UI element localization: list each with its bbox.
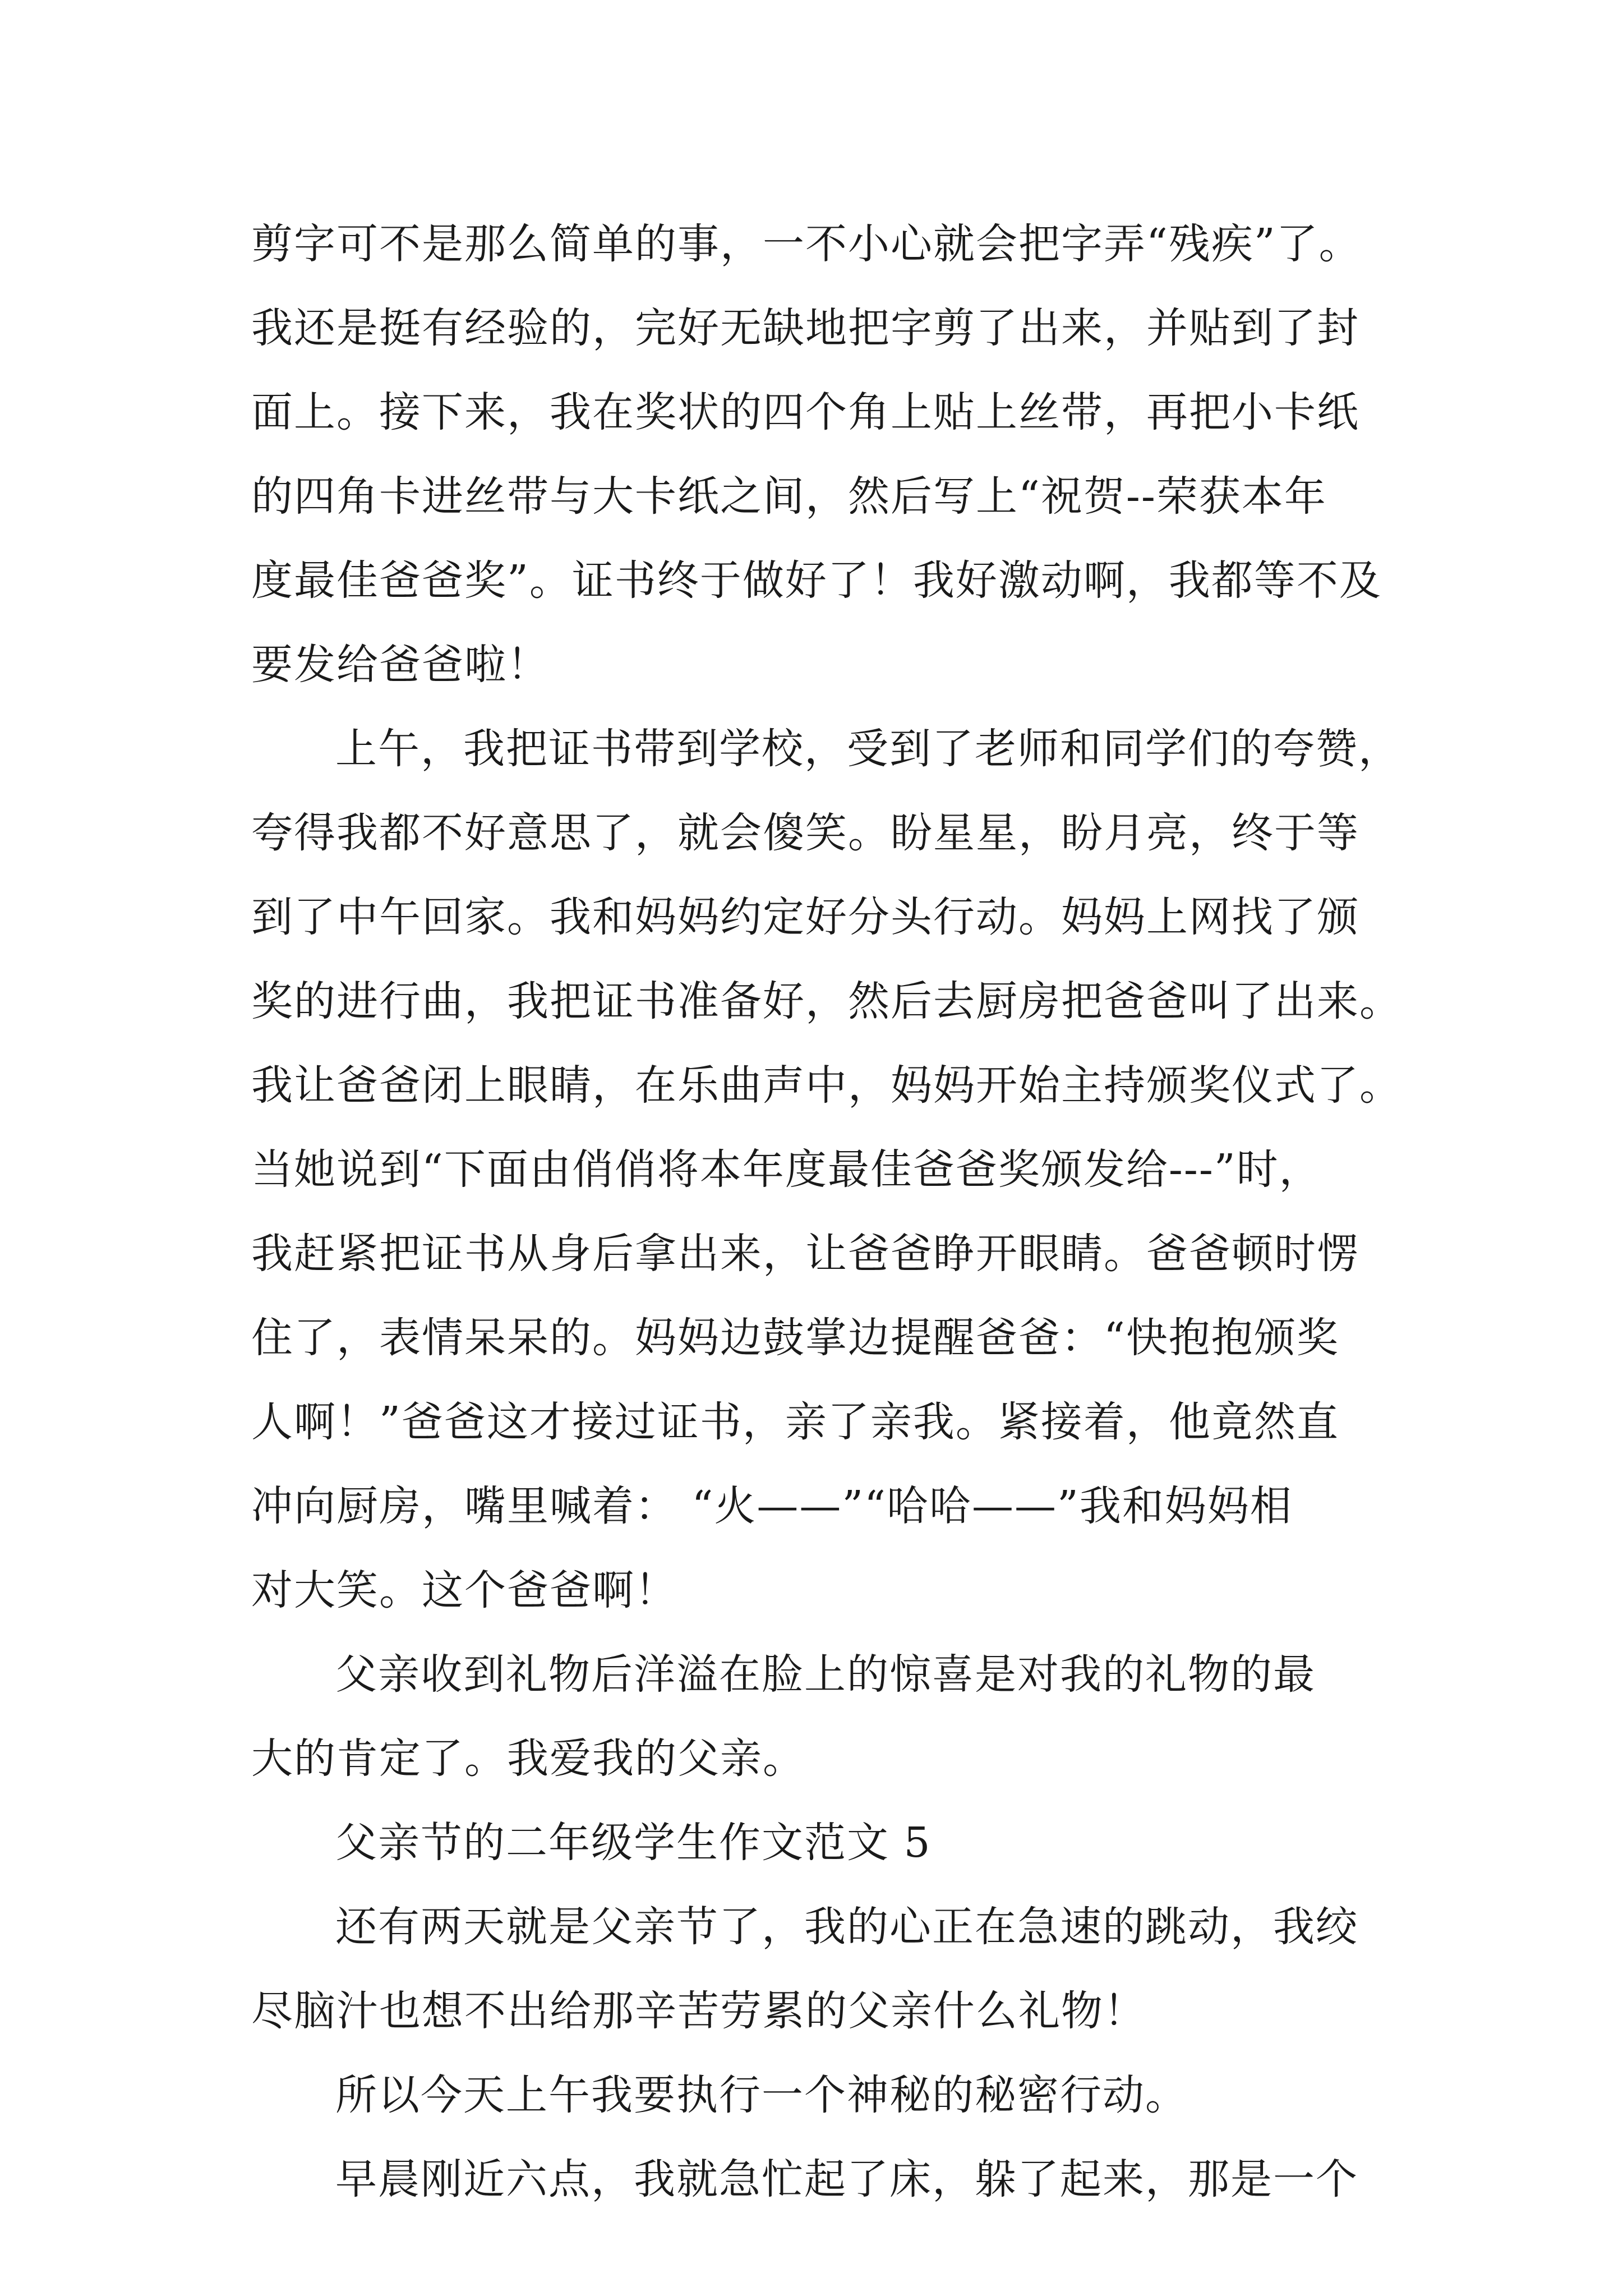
- text-line: 剪字可不是那么简单的事，一不小心就会把字弄“残疾”了。: [251, 220, 1362, 268]
- paragraph-early-morning: [251, 2137, 1384, 2221]
- text-line: 还有两天就是父亲节了，我的心正在急速的跳动，我绞: [335, 1903, 1358, 1951]
- text-line: 要发给爸爸啦！: [251, 641, 550, 689]
- text-line: 我还是挺有经验的，完好无缺地把字剪了出来，并贴到了封: [251, 304, 1359, 352]
- text-line: 夸得我都不好意思了，就会傻笑。盼星星，盼月亮，终于等: [251, 809, 1359, 857]
- text-line: 的四角卡进丝带与大卡纸之间，然后写上“祝贺--荣获本年: [251, 472, 1327, 521]
- essay-title: 父亲节的二年级学生作文范文 5: [335, 1819, 932, 1867]
- text-line: 上午，我把证书带到学校，受到了老师和同学们的夸赞，: [335, 725, 1401, 773]
- paragraph-certificate-making: [251, 202, 1384, 707]
- text-line: 大的肯定了。我爱我的父亲。: [251, 1734, 805, 1783]
- text-line: 到了中午回家。我和妈妈约定好分头行动。妈妈上网找了颁: [251, 893, 1359, 941]
- document-body: [251, 202, 1402, 2221]
- text-line: 我赶紧把证书从身后拿出来，让爸爸睁开眼睛。爸爸顿时愣: [251, 1230, 1359, 1278]
- text-line: 父亲收到礼物后洋溢在脸上的惊喜是对我的礼物的最: [335, 1650, 1316, 1699]
- text-line: 面上。接下来，我在奖状的四个角上贴上丝带，再把小卡纸: [251, 388, 1359, 436]
- text-line: 度最佳爸爸奖”。证书终于做好了！我好激动啊，我都等不及: [251, 556, 1382, 605]
- text-line: 对大笑。这个爸爸啊！: [251, 1566, 677, 1614]
- text-line: 人啊！”爸爸这才接过证书，亲了亲我。紧接着，他竟然直: [251, 1398, 1339, 1446]
- text-line: 尽脑汁也想不出给那辛苦劳累的父亲什么礼物！: [251, 1987, 1146, 2035]
- text-line: 当她说到“下面由俏俏将本年度最佳爸爸奖颁发给---”时，: [251, 1145, 1322, 1194]
- paragraph-gift-dilemma: [251, 1885, 1384, 2053]
- text-line: 所以今天上午我要执行一个神秘的秘密行动。: [335, 2071, 1188, 2119]
- text-line: 我让爸爸闭上眼睛，在乐曲声中，妈妈开始主持颁奖仪式了。: [251, 1061, 1402, 1110]
- text-line: 冲向厨房，嘴里喊着： “火——”“哈哈——”我和妈妈相: [251, 1482, 1293, 1530]
- text-line: 奖的进行曲，我把证书准备好，然后去厨房把爸爸叫了出来。: [251, 977, 1402, 1025]
- section-heading: [251, 1801, 1384, 1885]
- text-line: 住了，表情呆呆的。妈妈边鼓掌边提醒爸爸：“快抱抱颁奖: [251, 1314, 1339, 1362]
- paragraph-conclusion: [251, 1632, 1384, 1801]
- paragraph-secret-mission: [251, 2053, 1384, 2137]
- text-line: 早晨刚近六点，我就急忙起了床，躲了起来，那是一个: [335, 2155, 1358, 2203]
- paragraph-award-ceremony: [251, 707, 1402, 1632]
